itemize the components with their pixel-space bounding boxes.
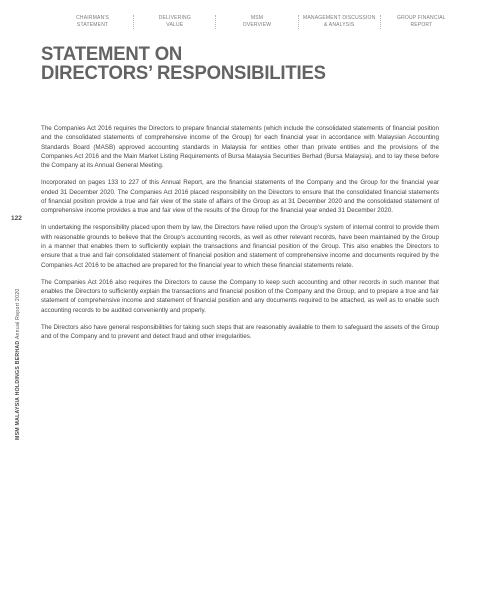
nav-label-line1: CHAIRMAN'S — [76, 15, 110, 21]
page-title — [41, 45, 326, 83]
nav-group-financial-report[interactable] — [381, 15, 462, 29]
nav-label-line1: MSM — [250, 15, 264, 21]
page-number: 122 — [11, 215, 22, 222]
nav-label-line2: & ANALYSIS — [323, 22, 355, 28]
nav-chairmans-statement[interactable] — [52, 15, 134, 29]
report-name: Annual Report 2020 — [15, 288, 21, 340]
nav-label-line1: GROUP FINANCIAL — [397, 15, 446, 21]
paragraph: Incorporated on pages 133 to 227 of this Annual Report, are the financial statements of the Company and the Group for the financial year ended 31 December 2020. The Companies Act 2016 placed responsibility on the Directors to ensure that the consolidated financial statements of financial position provide a true and fair view of the state of affairs of the Group as at 31 December 2020 and the consolidated statement of comprehensive income provides a true and fair view of the results of the Group for the financial year ended 31 December 2020. — [41, 179, 439, 215]
page-title-line1: STATEMENT ON — [41, 43, 183, 65]
nav-label-line2: REPORT — [410, 22, 433, 28]
side-report-label — [15, 289, 21, 440]
paragraph: In undertaking the responsibility placed upon them by law, the Directors have relied upon the Group’s system of internal control to provide them with reasonable grounds to believe that the Group’s accounting records, as well as other relevant records, have been maintained by the Group in a manner that enables them to sufficiently explain the transactions and financial position of the Group. This also enables the Directors to ensure that a true and fair consolidated statement of financial position and statement of comprehensive income and documents required by the Companies Act 2016 to be attached are prepared for the financial year to which these financial statements relate. — [41, 224, 439, 269]
nav-label-line2: STATEMENT — [76, 22, 109, 28]
company-name: MSM MALAYSIA HOLDINGS BERHAD — [15, 340, 21, 440]
nav-label-line1: DELIVERING — [158, 15, 191, 21]
nav-label-line1: MANAGEMENT DISCUSSION — [302, 15, 376, 21]
nav-management-discussion[interactable] — [299, 15, 381, 29]
paragraph: The Directors also have general responsibilities for taking such steps that are reasonably available to them to safeguard the assets of the Group and of the Company and to prevent and detect fraud and other irregularities. — [41, 323, 439, 340]
statement-body — [41, 124, 439, 349]
paragraph: The Companies Act 2016 also requires the Directors to cause the Company to keep such accounting and other records in such manner that enables the Directors to sufficiently explain the transactions and financial position of the Company and the Group, and to prepare a true and fair statement of comprehensive income and statement of financial position and any documents required to be attached, as well as to enable such accounting records to be audited conveniently and properly. — [41, 278, 439, 314]
paragraph: The Companies Act 2016 requires the Directors to prepare financial statements (which include the consolidated statements of financial position and the consolidated statements of comprehensive income of the Group) for each financial year in accordance with Malaysian Accounting Standards Board (MASB) approved accounting standards in Malaysia for entities other than private entities and the provisions of the Companies Act 2016 and the Main Market Listing Requirements of Bursa Malaysia Securities Berhad (Bursa Malaysia), and to lay these before the Company at its Annual General Meeting. — [41, 125, 439, 170]
nav-label-line2: VALUE — [166, 22, 184, 28]
nav-msm-overview[interactable] — [216, 15, 298, 29]
nav-label-line2: OVERVIEW — [242, 22, 272, 28]
nav-delivering-value[interactable] — [134, 15, 216, 29]
page-title-line2: DIRECTORS’ RESPONSIBILITIES — [41, 62, 326, 84]
top-navigation — [52, 15, 462, 37]
